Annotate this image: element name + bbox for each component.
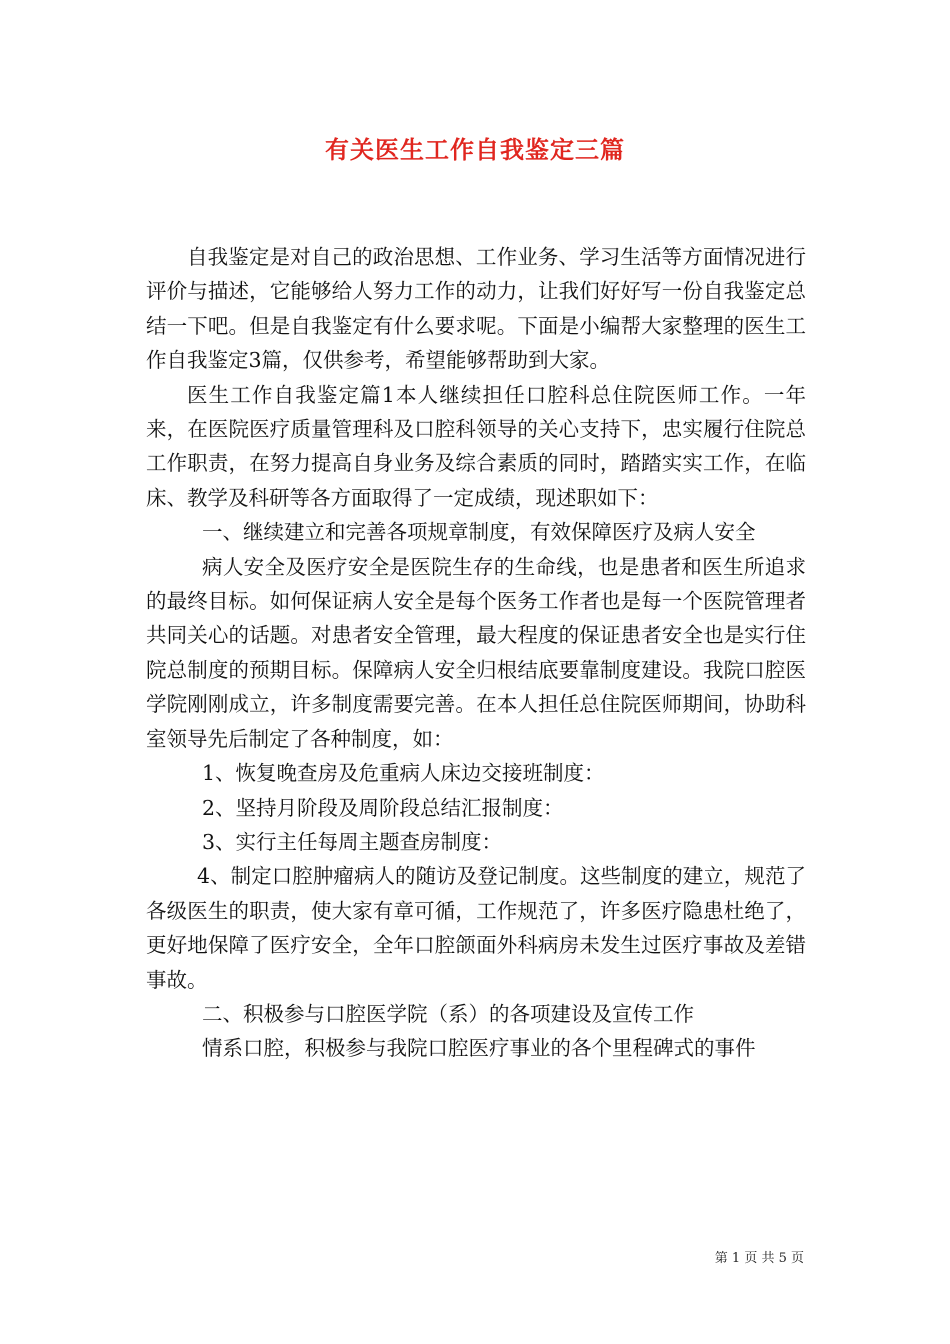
page-number: 第 1 页 共 5 页 (714, 1251, 804, 1266)
paragraph-section-1: 医生工作自我鉴定篇1本人继续担任口腔科总住院医师工作。一年来，在医院医疗质量管理科及口腔科领导的关心支持下，忠实履行住院总工作职责，在努力提高自身业务及综合素质的同时，踏踏实实工作，在临床、教学及科研等各方面取得了一定成绩，现述职如下： (146, 382, 806, 510)
paragraph-intro: 自我鉴定是对自己的政治思想、工作业务、学习生活等方面情况进行评价与描述，它能够给人努力工作的动力，让我们好好写一份自我鉴定总结一下吧。但是自我鉴定有什么要求呢。下面是小编帮大家整理的医生工作自我鉴定3篇，仅供参考，希望能够帮助到大家。 (146, 245, 806, 373)
heading-section-1-1: 一、继续建立和完善各项规章制度，有效保障医疗及病人安全 (202, 520, 756, 545)
heading-section-1-2: 二、积极参与口腔医学院（系）的各项建设及宣传工作 (202, 1001, 694, 1026)
list-item-2: 2、坚持月阶段及周阶段总结汇报制度： (202, 795, 564, 820)
list-item-4: 4、制定口腔肿瘤病人的随访及登记制度。这些制度的建立，规范了各级医生的职责，使大家有章可循，工作规范了，许多医疗隐患杜绝了，更好地保障了医疗安全，全年口腔颌面外科病房未发生过医疗事故及差错事故。 (146, 864, 806, 992)
document-title: 有关医生工作自我鉴定三篇 (325, 135, 625, 164)
list-item-1: 1、恢复晚查房及危重病人床边交接班制度： (202, 761, 605, 786)
list-item-3: 3、实行主任每周主题查房制度： (202, 829, 503, 854)
document-body (146, 240, 806, 1066)
paragraph-safety: 病人安全及医疗安全是医院生存的生命线，也是患者和医生所追求的最终目标。如何保证病人安全是每个医务工作者也是每一个医院管理者共同关心的话题。对患者安全管理，最大程度的保证患者安全也是实行住院总制度的预期目标。保障病人安全归根结底要靠制度建设。我院口腔医学院刚刚成立，许多制度需要完善。在本人担任总住院医师期间，协助科室领导先后制定了各种制度，如： (146, 554, 806, 751)
paragraph-oral-dept: 情系口腔，积极参与我院口腔医疗事业的各个里程碑式的事件 (202, 1036, 756, 1061)
